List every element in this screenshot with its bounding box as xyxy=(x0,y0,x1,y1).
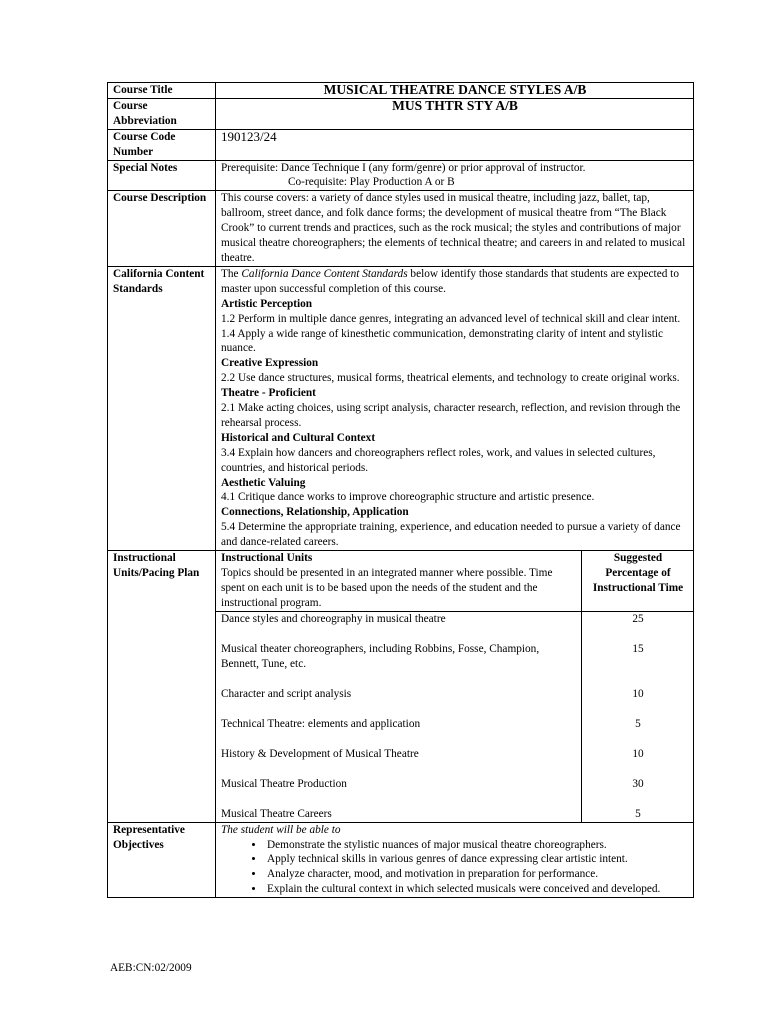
course-abbreviation-value: MUS THTR STY A/B xyxy=(216,98,694,129)
standards-label: California Content Standards xyxy=(108,266,216,550)
document-footer: AEB:CN:02/2009 xyxy=(110,962,192,974)
course-abbreviation-label: Course Abbreviation xyxy=(108,98,216,129)
standards-intro: The California Dance Content Standards below identify those standards that students are expected to master upon successful completion of this course. xyxy=(221,267,679,295)
unit-name: Character and script analysis xyxy=(221,687,352,700)
course-title-label: Course Title xyxy=(108,83,216,99)
standards-heading: Artistic Perception xyxy=(221,297,313,310)
course-description-row xyxy=(108,191,694,267)
corequisite-text: Co-requisite: Play Production A or B xyxy=(288,176,455,189)
standards-title-italic: California Dance Content Standards xyxy=(241,267,408,280)
unit-name: Dance styles and choreography in musical theatre xyxy=(221,612,446,625)
standard-item: 4.1 Critique dance works to improve choreographic structure and artistic presence. xyxy=(221,491,595,504)
units-intro-cell xyxy=(216,551,582,612)
unit-pct: 10 xyxy=(632,747,644,760)
special-notes-value xyxy=(216,160,694,191)
course-code-row xyxy=(108,129,694,160)
units-heading: Instructional Units xyxy=(221,552,313,565)
standard-item: 2.1 Make acting choices, using script analysis, character research, reflection, and revision through the rehearsal process. xyxy=(221,402,681,429)
unit-pct: 10 xyxy=(632,687,644,700)
unit-pct: 5 xyxy=(635,807,641,820)
course-description-text: This course covers: a variety of dance styles used in musical theatre, including jazz, ballet, tap, ballroom, street dance, and folk dance forms; the development of musical theatre from “The Black Crook” to current trends and practices, such as the rock musical; the styles and contributions of major musical theatre choreographers; the elements of technical theatre; and careers in and related to musical theatre. xyxy=(216,191,694,267)
units-list xyxy=(216,611,582,822)
objective-item: • Apply technical skills in various genres of dance expressing clear artistic intent. xyxy=(265,852,689,867)
unit-pct: 25 xyxy=(632,612,644,625)
pct-list xyxy=(582,611,694,822)
unit-pct: 15 xyxy=(632,642,644,655)
units-label: Instructional Units/Pacing Plan xyxy=(108,551,216,823)
objective-item: • Analyze character, mood, and motivation in preparation for performance. xyxy=(265,867,689,882)
unit-pct: 30 xyxy=(632,777,644,790)
unit-name: Musical Theatre Careers xyxy=(221,807,332,820)
course-outline-table xyxy=(107,82,694,898)
objectives-label: Representative Objectives xyxy=(108,822,216,898)
standard-item: 1.2 Perform in multiple dance genres, integrating an advanced level of technical skill and clear intent. xyxy=(221,312,681,325)
standards-row xyxy=(108,266,694,550)
objectives-row xyxy=(108,822,694,898)
unit-name: Musical theater choreographers, including Robbins, Fosse, Champion, Bennett, Tune, etc. xyxy=(221,642,540,670)
unit-name: Technical Theatre: elements and application xyxy=(221,717,421,730)
standards-heading: Creative Expression xyxy=(221,357,319,370)
units-intro: Topics should be presented in an integrated manner where possible. Time spent on each unit is to be based upon the needs of the student and the instructional program. xyxy=(221,567,553,609)
unit-name: Musical Theatre Production xyxy=(221,777,347,790)
objectives-intro: The student will be able to xyxy=(221,823,341,836)
pct-heading: Suggested Percentage of Instructional Time xyxy=(582,551,694,612)
standard-item: 5.4 Determine the appropriate training, experience, and education needed to pursue a variety of dance and dance-related careers. xyxy=(221,521,681,549)
standard-item: 2.2 Use dance structures, musical forms, theatrical elements, and technology to create original works. xyxy=(221,372,680,385)
objectives-content xyxy=(216,822,694,898)
standard-item: 3.4 Explain how dancers and choreographers reflect roles, work, and values in selected cultures, countries, and historical periods. xyxy=(221,446,656,474)
standards-heading: Historical and Cultural Context xyxy=(221,431,376,444)
standards-heading: Theatre - Proficient xyxy=(221,387,316,400)
course-title-row xyxy=(108,83,694,99)
course-code-value: 190123/24 xyxy=(216,129,694,160)
unit-pct: 5 xyxy=(635,717,641,730)
standard-item: 1.4 Apply a wide range of kinesthetic communication, demonstrating clarity of intent and stylistic nuance. xyxy=(221,327,664,355)
units-header-row xyxy=(108,551,694,612)
prerequisite-text: Prerequisite: Dance Technique I (any form/genre) or prior approval of instructor. xyxy=(221,161,586,174)
objective-item: • Explain the cultural context in which selected musicals were conceived and developed. xyxy=(265,882,689,897)
unit-name: History & Development of Musical Theatre xyxy=(221,747,419,760)
course-abbreviation-row xyxy=(108,98,694,129)
course-description-label: Course Description xyxy=(108,191,216,267)
standards-heading: Aesthetic Valuing xyxy=(221,476,306,489)
objectives-list xyxy=(221,838,689,898)
course-title-value: MUSICAL THEATRE DANCE STYLES A/B xyxy=(216,83,694,99)
standards-content xyxy=(216,266,694,550)
standards-heading: Connections, Relationship, Application xyxy=(221,506,409,519)
objective-item: • Demonstrate the stylistic nuances of major musical theatre choreographers. xyxy=(265,838,689,853)
special-notes-label: Special Notes xyxy=(108,160,216,191)
course-code-label: Course Code Number xyxy=(108,129,216,160)
special-notes-row xyxy=(108,160,694,191)
